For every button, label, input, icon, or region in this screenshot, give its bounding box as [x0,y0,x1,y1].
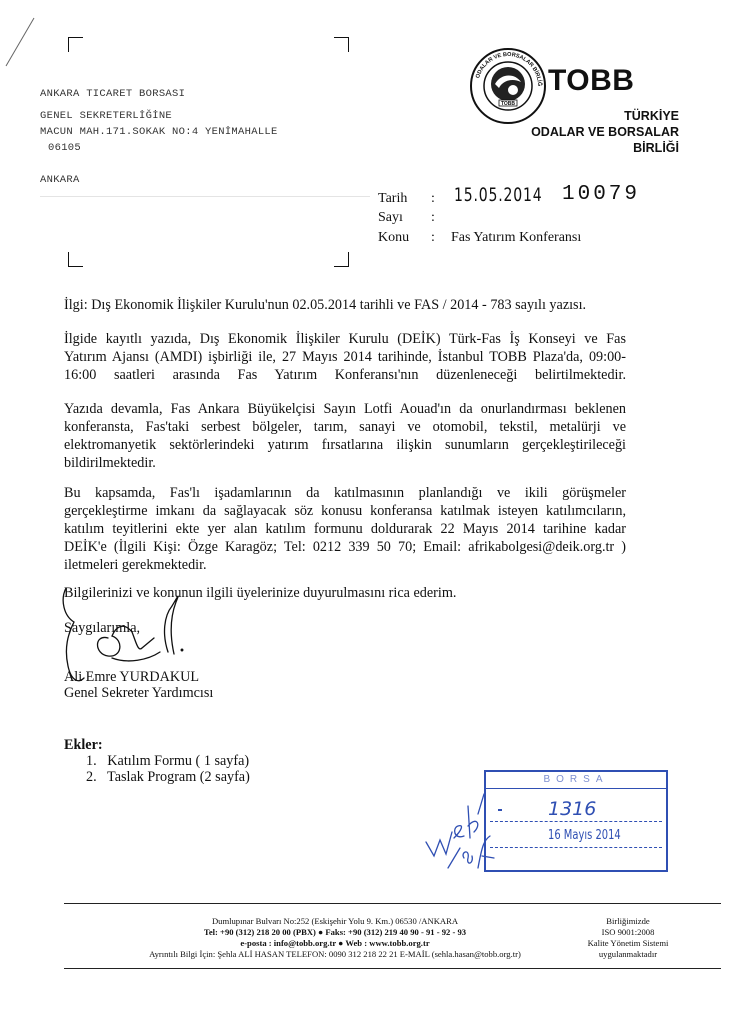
closing: Saygılarımla, [64,620,141,636]
reference-number: 10079 [562,183,641,206]
window-corner-tr [334,37,349,52]
footer-line-3: e-posta : info@tobb.org.tr ● Web : www.tobb.org.tr [240,938,430,948]
org-name-line-3: BİRLİĞİ [633,141,679,155]
paragraph-3-line-3: katılım teyitlerini ekte yer alan katılım formunu doldurarak 22 Mayıs 2014 tarihine kadar [64,521,626,537]
stamp-number: 1316 [548,798,597,820]
paragraph-4: Bilgilerinizi ve konunun ilgili üyelerinize duyurulmasını rica ederim. [64,585,457,601]
footer-address [110,916,560,960]
paragraph-1-line-3: 16:00 saatleri arasında Fas Yatırım Konferansı'nın düzenleneceği belirtilmektedir. [64,367,626,383]
signer-name: Ali Emre YURDAKUL [64,669,200,685]
paragraph-2-line-1: Yazıda devamla, Fas Ankara Büyükelçisi Sayın Lotfi Aouad'ın da onurlandırması beklenen [64,401,626,417]
ilgi-line: İlgi: Dış Ekonomik İlişkiler Kurulu'nun 02.05.2014 tarihli ve FAS / 2014 - 783 sayılı yazısı. [64,297,587,313]
footer-line-2: Tel: +90 (312) 218 20 00 (PBX) ● Faks: +90 (312) 219 40 90 - 91 - 92 - 93 [203,927,467,937]
paragraph-3 [64,484,626,574]
window-corner-tl [68,37,83,52]
footer-right-line-2: ISO 9001:2008 [601,927,655,937]
address-line-3: MACUN MAH.171.SOKAK NO:4 YENİMAHALLE [40,126,278,138]
scan-mark [0,0,40,80]
address-line-4: 06105 [48,142,82,154]
sayi-label: Sayı [378,210,403,225]
paragraph-3-line-2: gerçekleştirme imkanı da sağlayacak söz konusu konferansa katılmak isteyen katılımcıların, [64,503,626,519]
attachment-item-1: 1. Katılım Formu ( 1 sayfa) [86,753,250,769]
sayi-colon: : [431,210,435,225]
org-name-line-1: TÜRKİYE [624,109,679,123]
stamp-line-1 [490,821,662,822]
tarih-colon: : [431,191,435,206]
footer-right-line-4: uygulanmaktadır [598,949,658,959]
footer-rule-top [64,903,721,904]
window-corner-bl [68,252,83,267]
footer-line-4: Ayrıntılı Bilgi İçin: Şehla ALİ HASAN TELEFON: 0090 312 218 22 21 E-MAİL (sehla.hasan@tobb.org.tr) [149,949,521,959]
tarih-value: 15.05.2014 [454,184,543,206]
footer-right-line-1: Birliğimizde [606,916,650,926]
signer-title: Genel Sekreter Yardımcısı [64,685,214,701]
received-stamp [484,770,668,872]
footer-quality-note [566,916,690,960]
seal-bottom-text: TOBB [500,101,516,107]
stamp-date: 16 Mayıs 2014 [548,828,621,843]
footer-rule-bottom [64,968,721,969]
paragraph-1-line-2: Yatırım Ajansı (AMDI) işbirliği ile, 27 Mayıs 2014 tarihinde, İstanbul TOBB Plaza'da, 09:00- [64,349,626,365]
paragraph-2-line-3: elektromanyetik sektörlerindeki yatırım fırsatlarına ilişkin sunumların gerçekleştirileceği [64,437,626,453]
paragraph-1 [64,330,626,384]
attachments-heading: Ekler: [64,737,103,753]
address-line-1: ANKARA TICARET BORSASI [40,88,186,100]
handwritten-annotation [420,786,500,878]
paragraph-2-line-4: bildirilmektedir. [64,455,156,471]
paragraph-3-line-1: Bu kapsamda, Fas'lı işadamlarının da katılmasının planlandığı ve ikili görüşmeler [64,485,626,501]
paragraph-3-line-5: iletmeleri gerekmektedir. [64,557,207,573]
org-name-line-2: ODALAR VE BORSALAR [531,125,679,139]
seal-arc-text: ODALAR VE BORSALAR BİRLİĞ [475,51,543,87]
konu-value: Fas Yatırım Konferansı [451,230,582,245]
paragraph-1-line-1: İlgide kayıtlı yazıda, Dış Ekonomik İlişkiler Kurulu (DEİK) Türk-Fas İş Konseyi ve Fas [64,331,626,347]
konu-label: Konu [378,230,410,245]
footer-line-1: Dumlupınar Bulvarı No:252 (Eskişehir Yolu 9. Km.) 06530 /ANKARA [211,916,459,926]
recipient-address [40,88,370,197]
address-line-2: GENEL SEKRETERLİĞİNE [40,110,173,122]
paragraph-2-line-2: konferansta, Fas'taki serbest bölgeler, tarım, sanayi ve otomobil, tekstil, metalürji ve [64,419,626,435]
paragraph-2 [64,400,626,472]
org-name-block [531,108,679,156]
stamp-divider [486,788,666,789]
paragraph-3-line-4: DEİK'e (İlgili Kişi: Özge Karagöz; Tel: 0212 339 50 70; Email: afrikabolgesi@deik.org.tr ) [64,539,626,555]
stamp-line-2 [490,847,662,848]
attachment-item-2: 2. Taslak Program (2 sayfa) [86,769,250,785]
window-corner-br [334,252,349,267]
tobb-wordmark: TOBB [548,64,635,97]
stamp-title: BORSA [543,774,609,785]
footer-right-line-3: Kalite Yönetim Sistemi [587,938,669,948]
tarih-label: Tarih [378,191,408,206]
address-line-5: ANKARA [40,174,80,186]
konu-colon: : [431,230,435,245]
